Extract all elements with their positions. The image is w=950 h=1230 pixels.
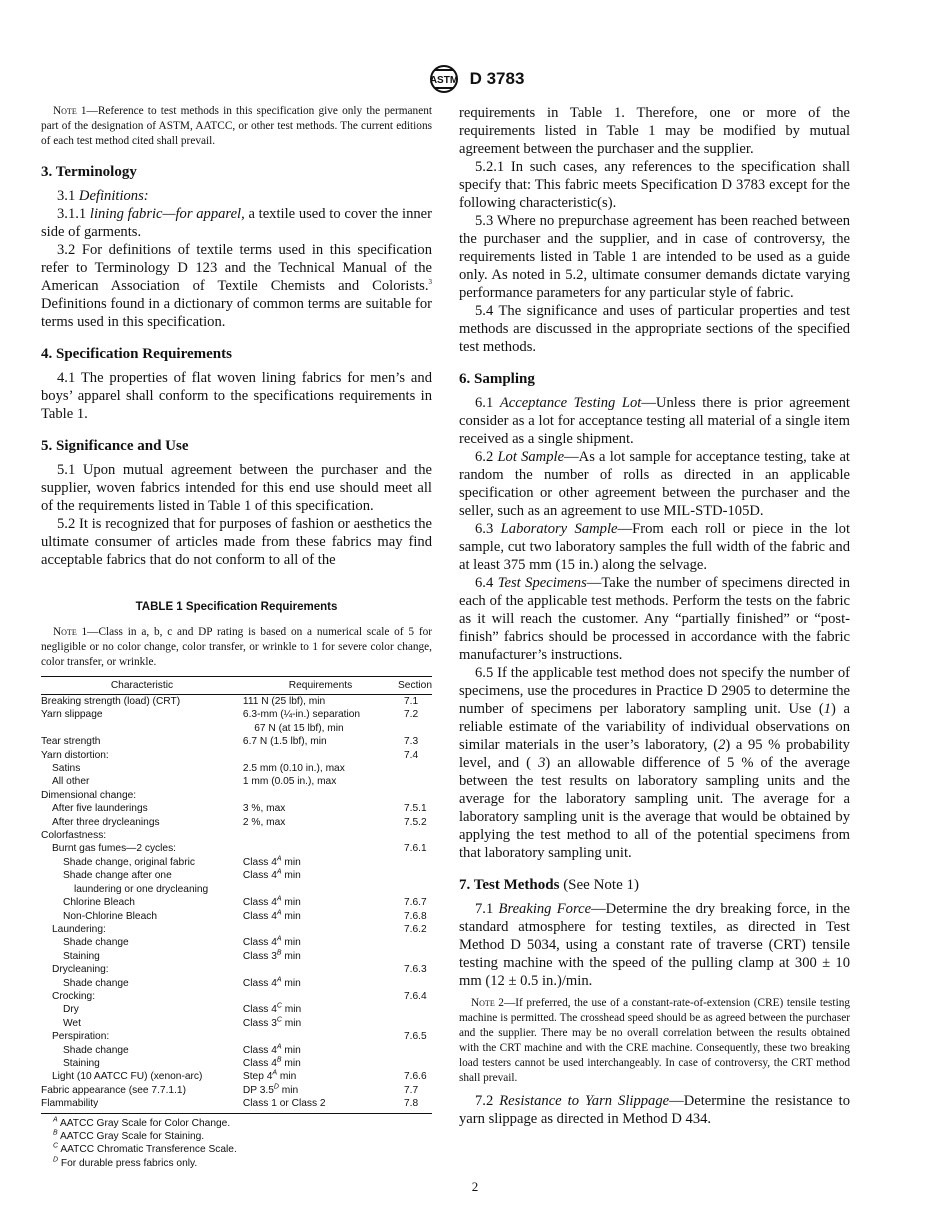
section-5-heading: 5. Significance and Use: [41, 438, 189, 454]
table-row: [41, 869, 432, 882]
col-header-characteristic: Characteristic: [41, 677, 243, 695]
table-row: [41, 802, 432, 815]
para-5-3: 5.3 Where no prepurchase agreement has been reached between the purchaser and the supplier, and in case of controversy, the requirements listed in Table 1 are intended to be used as a guide only. As noted in 5.2, ultimate consumer demands dictate varying performance parameters for any particular style of fabric.: [459, 213, 850, 301]
cell-requirement: 6.7 N (1.5 lbf), min: [242, 736, 327, 748]
table-row: [41, 1044, 432, 1057]
cell-section: [398, 722, 432, 735]
table-row: [41, 735, 432, 748]
table-row: [41, 695, 432, 709]
para-3-1: 3.1 Definitions:: [57, 188, 149, 204]
section-6-heading: 6. Sampling: [459, 371, 535, 387]
cell-section: [398, 977, 432, 990]
cell-characteristic: Burnt gas fumes—2 cycles:: [52, 843, 176, 855]
cell-requirement: 3 %, max: [242, 803, 286, 815]
cell-requirement: Class $4^A$ min: [242, 935, 301, 949]
cell-section: [398, 950, 432, 963]
footnote: $^B$ AATCC Gray Scale for Staining.: [53, 1129, 205, 1142]
cell-characteristic: Colorfastness:: [41, 830, 107, 842]
cell-section: [398, 856, 432, 869]
table-row: [41, 722, 432, 735]
note-2: Note 2—If preferred, the use of a constant-rate-of-extension (CRE) tensile testing machine is permitted. The crosshead speed should be as agreed between the purchaser and the supplier. There may be no overall correlation between the results obtained with the CRT machine and with the CRE machine. Consequently, these two breaking load testers cannot be used interchangeably. In case of controversy, the CRT method shall prevail.: [459, 997, 851, 1084]
table-row: [41, 1097, 432, 1113]
para-5-2: 5.2 It is recognized that for purposes of fashion or aesthetics the ultimate consumer of articles made from these fabrics may find acceptable fabrics that do not conform to all of the: [41, 516, 432, 568]
cell-characteristic: Flammability: [41, 1097, 243, 1113]
cell-section: [398, 1003, 432, 1016]
cell-characteristic: Perspiration:: [52, 1031, 110, 1043]
cell-requirement: [243, 883, 398, 896]
page-number: 2: [471, 1179, 479, 1194]
para-6-3: 6.3 Laboratory Sample—From each roll or piece in the lot sample, cut two laboratory samples the full width of the fabric and at least 375 mm (15 in.) along the selvage.: [459, 521, 851, 573]
table-row: [41, 775, 432, 788]
para-5-1: 5.1 Upon mutual agreement between the purchaser and the supplier, woven fabrics intended for this end use should meet all of the requirements listed in Table 1 of this specification.: [41, 462, 432, 514]
cell-characteristic: Dimensional change:: [41, 789, 137, 801]
cell-requirement: 6.3-mm (¼-in.) separation: [242, 709, 361, 721]
cell-requirement: Class 1 or Class 2: [243, 1097, 398, 1113]
spec-table: [41, 676, 432, 1114]
para-6-4: 6.4 Test Specimens—Take the number of specimens directed in each of the applicable test methods. Perform the tests on the fabric as it will reach the customer. Any “partially finished” or “post-finish” fabrics should be processed in accordance with the fabric manufacturer’s instructions.: [459, 575, 850, 663]
cell-section: 7.6.7: [404, 897, 427, 909]
cell-characteristic: Shade change: [63, 977, 129, 989]
table-row: [41, 749, 432, 762]
cell-requirement: Step $4^A$ min: [242, 1069, 297, 1083]
para-6-1: 6.1 Acceptance Testing Lot—Unless there is prior agreement consider as a lot for acceptance testing all material of a single item received as a single shipment.: [459, 395, 850, 447]
table-title: TABLE 1 Specification Requirements: [135, 601, 338, 613]
cell-section: 7.6.8: [404, 910, 427, 922]
para-6-5: 6.5 If the applicable test method does not specify the number of specimens, use the procedures in Practice D 2905 to determine the number of specimens per laboratory sampling unit. Use (1) a reliable estimate of the variability of individual observations on similar materials in the user’s laboratory, (2) a 95 % probability level, and ( 3) an allowable difference of 5 % of the average between the test results on laboratory sampling units and the average for the laboratory sampling unit. The average for a laboratory sampling unit is the average that would be obtained by applying the test method to all of the potential specimens from that laboratory sampling unit.: [459, 665, 850, 861]
table-note: Note 1—Class in a, b, c and DP rating is based on a numerical scale of 5 for negligible or no color change, color transfer, or wrinkle to 1 for severe color change, color transfer, or wrinkle.: [41, 626, 432, 668]
cell-section: [398, 829, 432, 842]
col-header-section: Section: [398, 677, 432, 695]
cell-characteristic: All other: [52, 776, 90, 788]
cell-characteristic: Staining: [63, 950, 100, 962]
cell-characteristic: Dry: [63, 1004, 79, 1016]
designation: D 3783: [469, 69, 525, 88]
cell-requirement: [243, 963, 398, 976]
cell-section: [398, 789, 432, 802]
section-4-heading: 4. Specification Requirements: [41, 346, 232, 362]
table-row: [41, 1017, 432, 1030]
table-row: [41, 990, 432, 1003]
cell-requirement: Class $4^A$ min: [242, 909, 301, 922]
table-row: [41, 856, 432, 869]
cell-characteristic: Breaking strength (load) (CRT): [41, 696, 181, 707]
cell-section: 7.6.5: [404, 1031, 427, 1043]
cell-section: 7.6.1: [404, 843, 427, 855]
table-row: [41, 1084, 432, 1097]
cell-requirement: [243, 923, 398, 936]
table-row: [41, 789, 432, 802]
cell-characteristic: Laundering:: [52, 923, 106, 935]
cell-section: 7.2: [404, 709, 419, 721]
section-7-heading: 7. Test Methods (See Note 1): [459, 877, 639, 893]
footnote: $^A$ AATCC Gray Scale for Color Change.: [53, 1116, 231, 1129]
footnote: $^C$ AATCC Chromatic Transference Scale.: [53, 1143, 237, 1156]
cell-characteristic: Non-Chlorine Bleach: [63, 910, 158, 922]
cell-section: 7.5.2: [404, 816, 427, 828]
table-row: [41, 708, 432, 721]
cell-characteristic: Tear strength: [41, 736, 101, 748]
cell-section: 7.6.4: [404, 990, 427, 1002]
cell-section: 7.3: [404, 736, 419, 748]
cell-characteristic: Yarn distortion:: [41, 749, 109, 761]
cell-section: 7.6.6: [404, 1071, 427, 1083]
cell-characteristic: Drycleaning:: [52, 964, 109, 976]
table-row: [41, 762, 432, 775]
cell-requirement: [243, 990, 398, 1003]
cell-requirement: Class $4^A$ min: [242, 1043, 301, 1056]
table-row: [41, 829, 432, 842]
col-header-requirements: Requirements: [243, 677, 398, 695]
para-5-4: 5.4 The significance and uses of particular properties and test methods are discussed in the appropriate sections of the specified test methods.: [459, 303, 850, 355]
cell-characteristic: Shade change: [63, 1044, 129, 1056]
cell-characteristic: After five launderings: [52, 803, 148, 815]
cell-requirement: Class $4^B$ min: [242, 1056, 301, 1069]
cell-characteristic: Fabric appearance (see 7.7.1.1): [41, 1084, 186, 1096]
table-row: [41, 936, 432, 949]
cell-section: 7.8: [398, 1097, 432, 1113]
cell-characteristic: Shade change after one: [63, 870, 172, 882]
table-row: [41, 910, 432, 923]
cell-requirement: 1 mm (0.05 in.), max: [242, 776, 337, 788]
para-7-2: 7.2 Resistance to Yarn Slippage—Determine the resistance to yarn slippage as directed in Method D 434.: [459, 1093, 851, 1127]
cell-requirement: [243, 789, 398, 802]
cell-requirement: [243, 749, 398, 762]
cell-requirement: Class $4^A$ min: [242, 855, 301, 868]
cell-requirement: Class $4^A$ min: [242, 868, 301, 882]
left-column: [41, 104, 432, 1170]
cell-section: 7.1: [404, 696, 419, 707]
cell-characteristic: Shade change, original fabric: [63, 856, 195, 868]
cell-section: 7.6.2: [404, 923, 427, 935]
cell-section: [398, 762, 432, 775]
footnote: $^D$ For durable press fabrics only.: [53, 1156, 198, 1169]
note-1: Note 1—Reference to test methods in this specification give only the permanent part of the designation of ASTM, AATCC, or other test methods. The current editions of each test method cited shall prevail.: [41, 105, 432, 147]
cell-section: [398, 1057, 432, 1070]
table-row: [41, 950, 432, 963]
table-row: [41, 1003, 432, 1016]
cell-characteristic: Shade change: [63, 937, 129, 949]
cell-requirement: 111 N (25 lbf), min: [242, 696, 326, 707]
cell-section: [398, 775, 432, 788]
cell-characteristic: laundering or one drycleaning: [74, 883, 209, 895]
section-3-heading: 3. Terminology: [41, 164, 137, 180]
table-row: [41, 842, 432, 855]
cell-requirement: [243, 1030, 398, 1043]
cell-section: [398, 936, 432, 949]
right-column: [459, 104, 850, 1128]
cell-characteristic: Chlorine Bleach: [63, 897, 135, 909]
table-row: [41, 816, 432, 829]
cell-requirement: Class $4^A$ min: [242, 895, 301, 909]
cell-characteristic: Satins: [52, 763, 81, 775]
cell-requirement: Class $4^C$ min: [242, 1002, 302, 1016]
cell-characteristic: Wet: [63, 1017, 81, 1029]
para-3-2: 3.2 For definitions of textile terms used in this specification refer to Terminology D 123 and the Technical Manual of the American Association of Textile Chemists and Colorists.$^3$ Definitions found in a dictionary of common terms are suitable for terms used in this specification.: [41, 242, 432, 330]
cell-characteristic: After three drycleanings: [52, 816, 160, 828]
cell-section: [398, 869, 432, 882]
svg-text:ASTM: ASTM: [429, 75, 458, 86]
cell-section: 7.7: [404, 1084, 419, 1096]
cell-section: [398, 1017, 432, 1030]
table-row: [41, 1030, 432, 1043]
cell-requirement: Class $3^C$ min: [242, 1016, 302, 1029]
cell-section: 7.6.3: [404, 964, 427, 976]
para-6-2: 6.2 Lot Sample—As a lot sample for acceptance testing, take at random the number of rolls as directed in an applicable specification or other agreement between the purchaser and the seller, such as an agreement to use MIL-STD-105D.: [459, 449, 850, 519]
table-row: [41, 1070, 432, 1083]
cell-requirement: 2.5 mm (0.10 in.), max: [242, 763, 345, 775]
cell-requirement: 2 %, max: [242, 816, 286, 828]
para-3-1-1: 3.1.1 lining fabric—for apparel, a textile used to cover the inner side of garments.: [41, 206, 432, 240]
cell-characteristic: Crocking:: [52, 990, 96, 1002]
cell-requirement: 67 N (at 15 lbf), min: [242, 722, 344, 734]
cell-section: [398, 883, 432, 896]
table-row: [41, 1057, 432, 1070]
para-5-2-1: 5.2.1 In such cases, any references to the specification shall specify that: This fabric meets Specification D 3783 except for the following characteristic(s).: [459, 159, 850, 211]
cell-requirement: Class $4^A$ min: [242, 976, 301, 989]
table-footnotes: [41, 1117, 432, 1171]
cell-characteristic: Light (10 AATCC FU) (xenon-arc): [52, 1071, 203, 1083]
para-4-1: 4.1 The properties of flat woven lining fabrics for men’s and boys’ apparel shall conform to the specifications requirements in Table 1.: [41, 370, 432, 422]
cell-characteristic: Staining: [63, 1057, 100, 1069]
table-row: [41, 923, 432, 936]
cell-characteristic: [41, 722, 243, 735]
cell-requirement: DP $3.5^D$ min: [242, 1083, 299, 1096]
cell-requirement: Class $3^B$ min: [242, 949, 301, 962]
table-row: [41, 977, 432, 990]
table-row: [41, 883, 432, 896]
page-header: [0, 64, 950, 94]
cell-section: 7.4: [404, 749, 419, 761]
cell-section: 7.5.1: [404, 803, 427, 815]
para-7-1: 7.1 Breaking Force—Determine the dry breaking force, in the standard atmosphere for testing textiles, as directed in Test Method D 5034, using a constant rate of traverse (CRT) tensile testing machine with the speed of the pulling clamp at 300 ± 10 mm (12 ± 0.5 in.)/min.: [459, 901, 851, 989]
cell-section: [398, 1044, 432, 1057]
para-5-2-cont: requirements in Table 1. Therefore, one or more of the requirements listed in Table 1 may be modified by mutual agreement between the purchaser and the supplier.: [459, 105, 850, 157]
cell-characteristic: Yarn slippage: [41, 709, 103, 721]
table-row: [41, 963, 432, 976]
table-row: [41, 896, 432, 909]
cell-requirement: [243, 842, 398, 855]
cell-requirement: [243, 829, 398, 842]
astm-logo: [426, 64, 462, 94]
